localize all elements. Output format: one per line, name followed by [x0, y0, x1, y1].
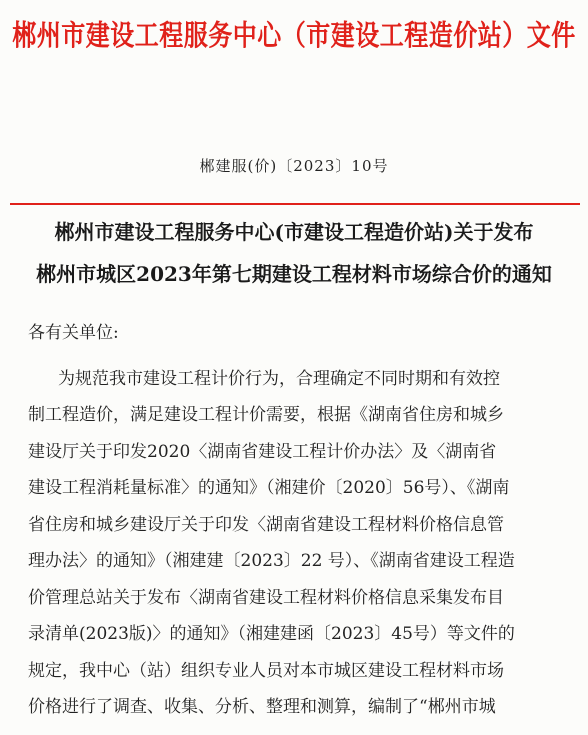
body-line-4: 建设工程消耗量标准〉的通知》（湘建价〔2020〕56号）、《湖南: [28, 478, 510, 498]
notice-title-line-2: 郴州市城区2023年第七期建设工程材料市场综合价的通知: [36, 262, 552, 286]
body-line-5: 省住房和城乡建设厅关于印发〈湖南省建设工程材料价格信息管: [28, 515, 504, 535]
body-line-1: 为规范我市建设工程计价行为，合理确定不同时期和有效控: [58, 369, 500, 389]
body-line-10: 价格进行了调查、收集、分析、整理和测算，编制了“郴州市城: [28, 697, 496, 717]
red-divider-line: [10, 203, 580, 205]
body-line-7: 价管理总站关于发布〈湖南省建设工程材料价格信息采集发布目: [28, 588, 504, 608]
notice-title-line-1: 郴州市建设工程服务中心(市建设工程造价站)关于发布: [54, 220, 534, 244]
salutation: 各有关单位:: [28, 323, 119, 343]
body-line-2: 制工程造价，满足建设工程计价需要，根据《湖南省住房和城乡: [28, 405, 504, 425]
body-line-8: 录清单(2023版)〉的通知》（湘建建函〔2023〕45号）等文件的: [28, 624, 515, 644]
document-header-title: 郴州市建设工程服务中心（市建设工程造价站）文件: [12, 17, 576, 53]
body-line-3: 建设厅关于印发2020〈湖南省建设工程计价办法〉及〈湖南省: [28, 442, 497, 462]
document-number: 郴建服(价)〔2023〕10号: [199, 157, 389, 175]
body-line-9: 规定，我中心（站）组织专业人员对本市城区建设工程材料市场: [28, 661, 504, 681]
body-line-6: 理办法〉的通知》（湘建建〔2023〕22 号）、《湖南省建设工程造: [28, 551, 515, 571]
